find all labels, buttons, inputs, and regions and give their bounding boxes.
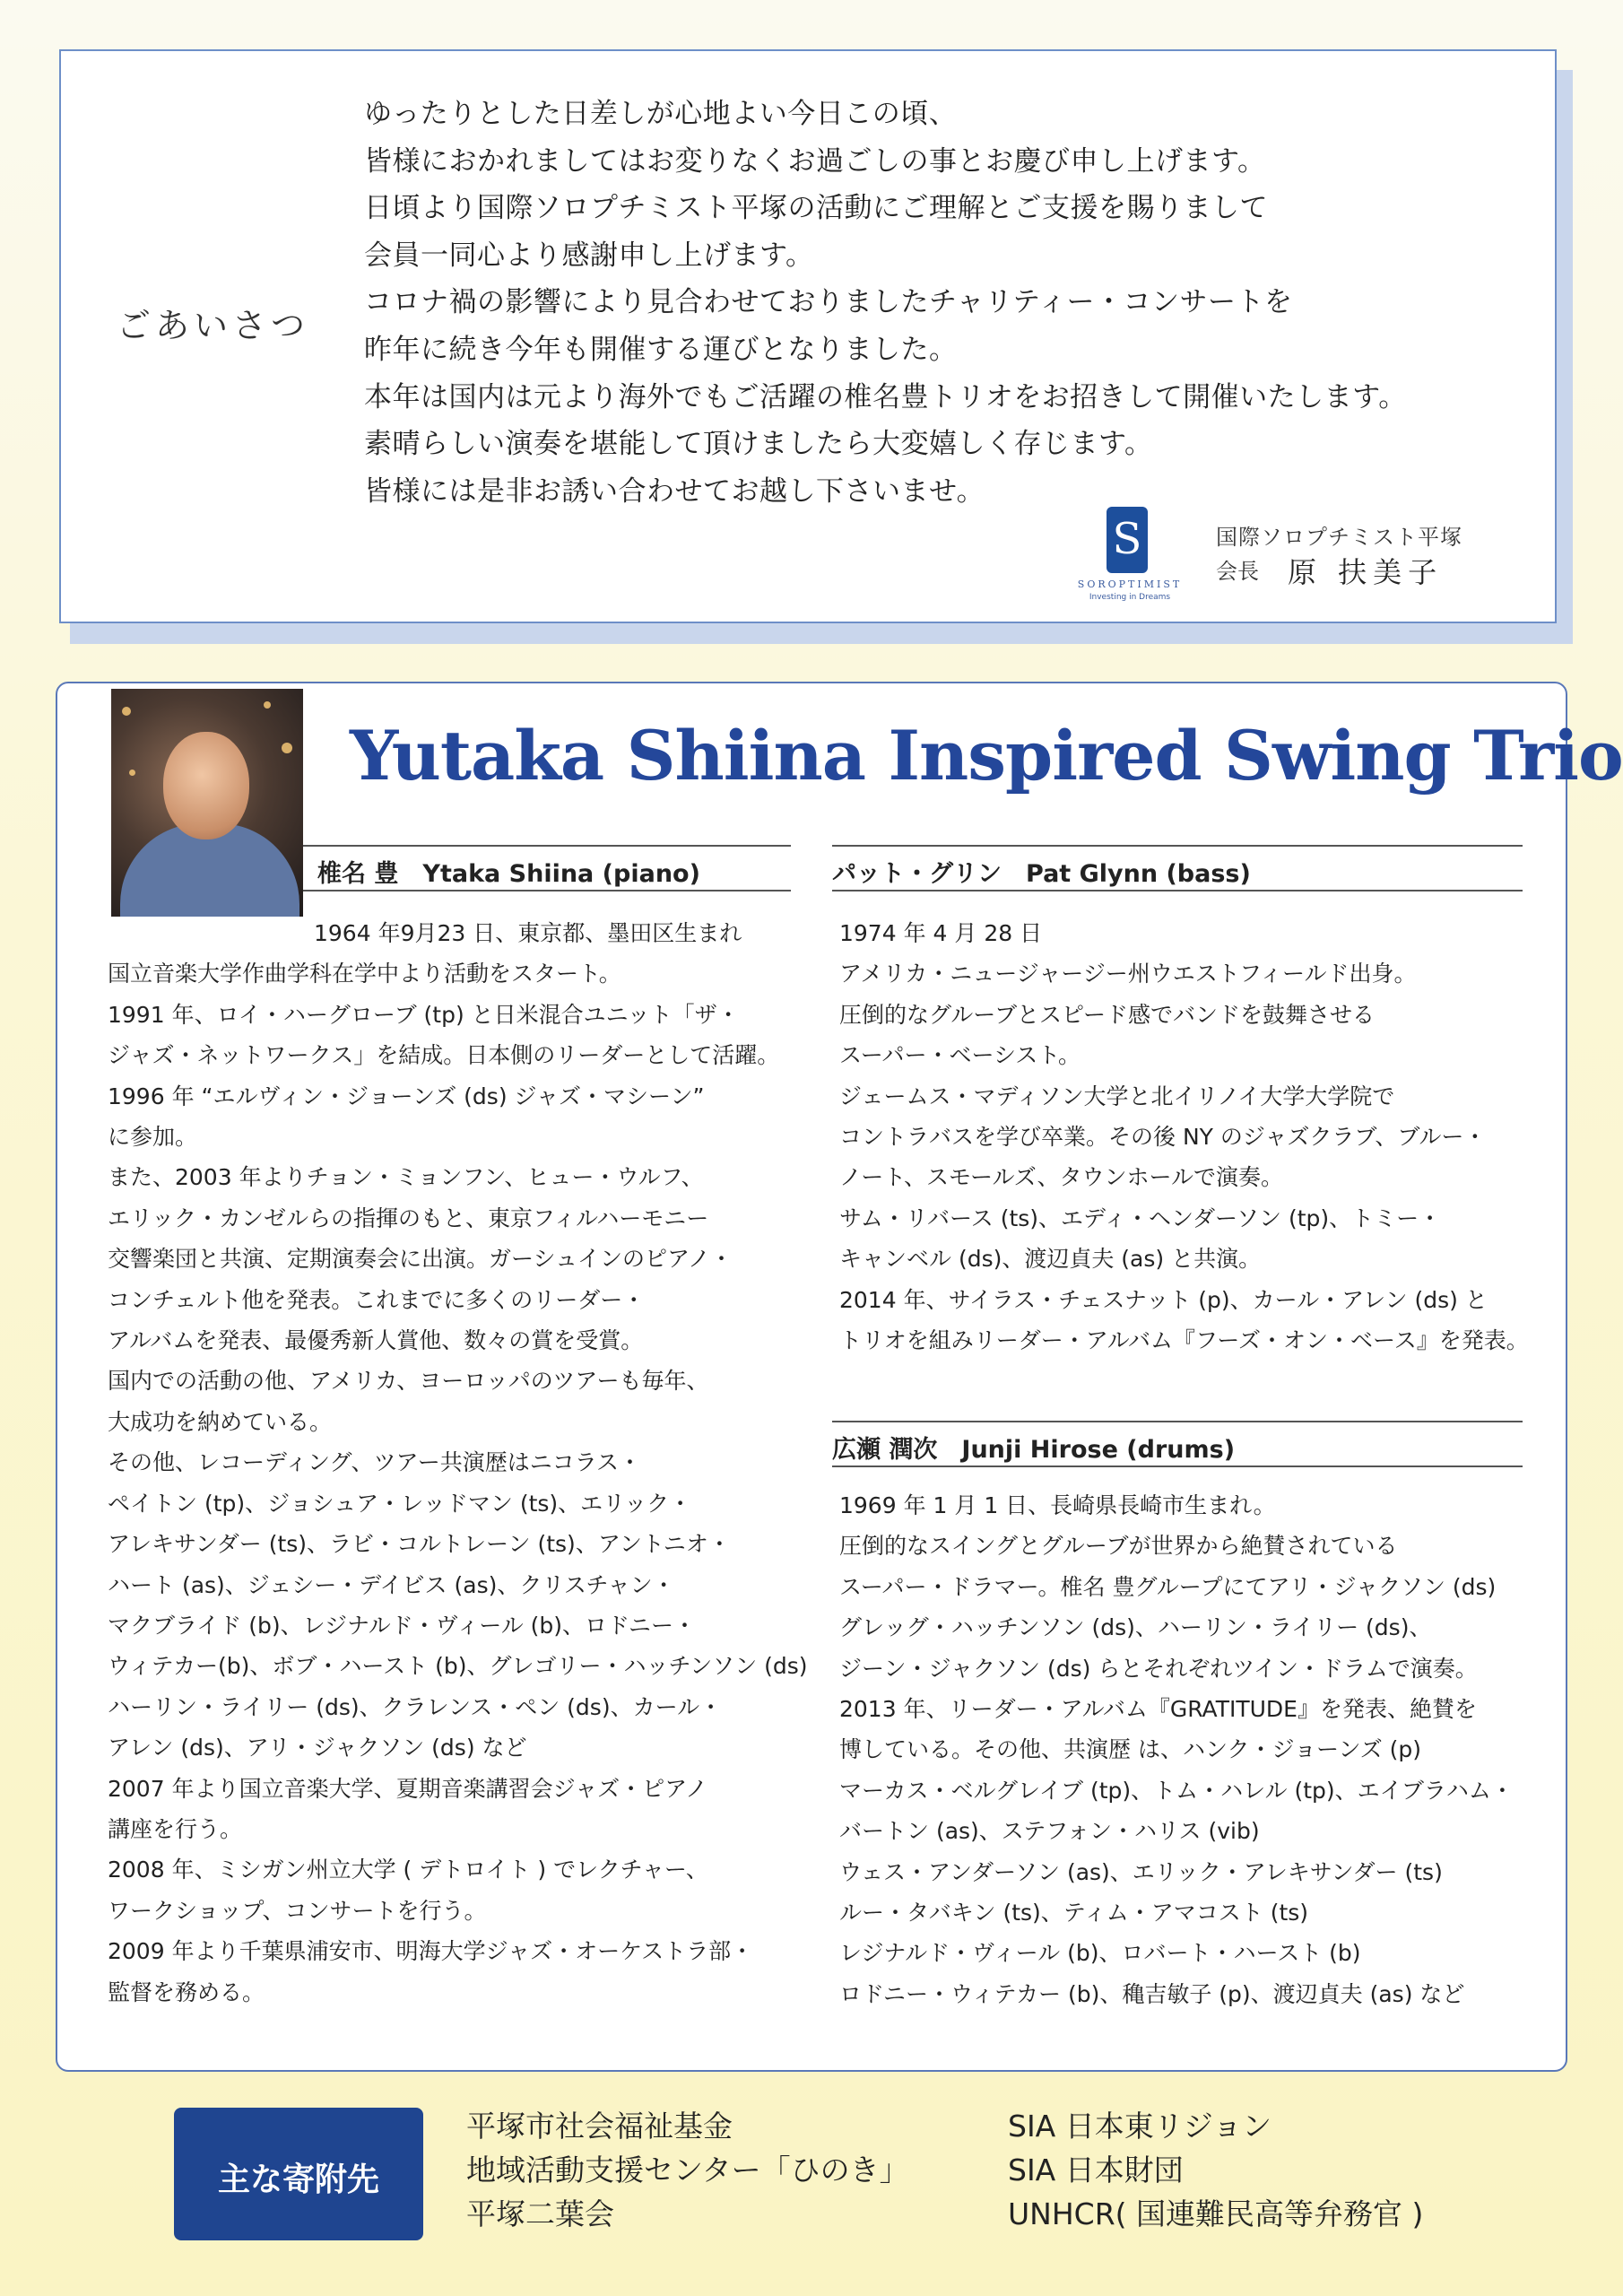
bio-line: 2013 年、リーダー・アルバム『GRATITUDE』を発表、絶賛を	[839, 1696, 1477, 1723]
bass-bio	[839, 913, 1548, 1361]
bio-line: その他、レコーディング、ツアー共演歴はニコラス・	[108, 1449, 642, 1476]
bio-line: スーパー・ベーシスト。	[839, 1042, 1081, 1069]
bio-line: ルー・タバキン (ts)、ティム・アマコスト (ts)	[839, 1900, 1309, 1926]
donation-recipient: 平塚市社会福祉基金	[466, 2109, 733, 2144]
donations-badge	[174, 2108, 423, 2240]
bio-line: サム・リバース (ts)、エディ・ヘンダーソン (tp)、トミー・	[839, 1205, 1442, 1231]
bio-line: バートン (as)、ステフォン・ハリス (vib)	[839, 1818, 1260, 1845]
logo-wordmark: SOROPTIMIST	[1077, 578, 1183, 590]
piano-member-header	[303, 845, 791, 891]
pianist-photo	[111, 689, 303, 917]
bio-line: に参加。	[108, 1124, 198, 1151]
donation-recipient: 平塚二葉会	[466, 2196, 614, 2231]
bio-line: 講座を行う。	[108, 1815, 243, 1842]
signature-organization: 国際ソロプチミスト平塚	[1216, 525, 1462, 550]
bio-line: コントラバスを学び卒業。その後 NY のジャズクラブ、ブルー・	[839, 1124, 1487, 1151]
bio-line: ハート (as)、ジェシー・デイビス (as)、クリスチャン・	[108, 1571, 675, 1598]
drums-member-name: 広瀬 潤次 Junji Hirose (drums)	[832, 1436, 1236, 1464]
bio-line: 2007 年より国立音楽大学、夏期音楽講習会ジャズ・ピアノ	[108, 1775, 708, 1802]
bio-line: コンチェルト他を発表。これまでに多くのリーダー・	[108, 1286, 646, 1313]
greeting-line: 昨年に続き今年も開催する運びとなりました。	[364, 333, 958, 366]
donations-list-left	[466, 2104, 909, 2236]
bio-line: ワークショップ、コンサートを行う。	[108, 1897, 487, 1924]
bio-line: レジナルド・ヴィール (b)、ロバート・ハースト (b)	[839, 1940, 1361, 1967]
greeting-line: コロナ禍の影響により見合わせておりましたチャリティー・コンサートを	[364, 286, 1293, 319]
greeting-line: 日頃より国際ソロプチミスト平塚の活動にご理解とご支援を賜りまして	[364, 192, 1268, 225]
greeting-body	[364, 91, 1407, 515]
logo-tagline: Investing in Dreams	[1089, 593, 1171, 602]
drums-member-header	[832, 1421, 1523, 1467]
bio-line: 2009 年より千葉県浦安市、明海大学ジャズ・オーケストラ部・	[108, 1938, 754, 1965]
soroptimist-logo	[1063, 507, 1196, 605]
piano-bio	[108, 913, 816, 2013]
bio-line: 監督を務める。	[108, 1979, 265, 2005]
drums-bio	[839, 1485, 1548, 2014]
bio-line: 博している。その他、共演歴 は、ハンク・ジョーンズ (p)	[839, 1736, 1422, 1763]
bio-line: 交響楽団と共演、定期演奏会に出演。ガーシュインのピアノ・	[108, 1246, 733, 1273]
bio-line: また、2003 年よりチョン・ミョンフン、ヒュー・ウルフ、	[108, 1164, 704, 1191]
greeting-line: 皆様には是非お誘い合わせてお越し下さいませ。	[364, 474, 985, 508]
bio-line: ウィテカー(b)、ボブ・ハースト (b)、グレゴリー・ハッチンソン (ds)	[108, 1653, 808, 1680]
bio-line: アレキサンダー (ts)、ラビ・コルトレーン (ts)、アントニオ・	[108, 1531, 731, 1558]
donation-recipient: UNHCR( 国連難民高等弁務官 )	[1008, 2196, 1424, 2231]
signature-name: 原 扶美子	[1288, 555, 1444, 589]
piano-member-name: 椎名 豊 Ytaka Shiina (piano)	[317, 860, 700, 888]
greeting-heading: ごあいさつ	[117, 306, 310, 345]
greeting-line: 皆様におかれましてはお変りなくお過ごしの事とお慶び申し上げます。	[364, 144, 1266, 178]
trio-title: Yutaka Shiina Inspired Swing Trio	[350, 716, 1623, 796]
bio-line: ウェス・アンダーソン (as)、エリック・アレキサンダー (ts)	[839, 1858, 1443, 1885]
bio-line: ハーリン・ライリー (ds)、クラレンス・ペン (ds)、カール・	[108, 1693, 723, 1720]
bio-line: 国立音楽大学作曲学科在学中より活動をスタート。	[108, 961, 621, 987]
bio-line: ノート、スモールズ、タウンホールで演奏。	[839, 1164, 1284, 1191]
bio-line: ペイトン (tp)、ジョシュア・レッドマン (ts)、エリック・	[108, 1490, 692, 1517]
bass-member-name: パット・グリン Pat Glynn (bass)	[832, 860, 1251, 888]
bio-line: アメリカ・ニュージャージー州ウエストフィールド出身。	[839, 961, 1417, 987]
bio-line: 1991 年、ロイ・ハーグローブ (tp) と日米混合ユニット「ザ・	[108, 1001, 740, 1028]
bio-line: アルバムを発表、最優秀新人賞他、数々の賞を受賞。	[108, 1327, 644, 1354]
bio-line: 1974 年 4 月 28 日	[839, 920, 1043, 946]
donation-recipient: 地域活動支援センター「ひのき」	[466, 2152, 909, 2187]
bio-line: ジャズ・ネットワークス」を結成。日本側のリーダーとして活躍。	[108, 1042, 780, 1069]
bio-line: アレン (ds)、アリ・ジャクソン (ds) など	[108, 1735, 527, 1761]
greeting-line: ゆったりとした日差しが心地よい今日この頃、	[364, 98, 958, 130]
bio-line: グレッグ・ハッチンソン (ds)、ハーリン・ライリー (ds)、	[839, 1614, 1432, 1641]
bio-line: 1969 年 1 月 1 日、長崎県長崎市生まれ。	[839, 1492, 1276, 1518]
bio-line: 1964 年9月23 日、東京都、墨田区生まれ	[314, 920, 742, 946]
bio-line: キャンベル (ds)、渡辺貞夫 (as) と共演。	[839, 1246, 1262, 1273]
donation-recipient: SIA 日本財団	[1008, 2152, 1184, 2187]
bio-line: ジーン・ジャクソン (ds) らとそれぞれツイン・ドラムで演奏。	[839, 1655, 1478, 1682]
bio-line: スーパー・ドラマー。椎名 豊グループにてアリ・ジャクソン (ds)	[839, 1573, 1497, 1600]
signature-title: 会長	[1216, 559, 1259, 584]
bass-member-header	[832, 845, 1523, 891]
bio-line: 国内での活動の他、アメリカ、ヨーロッパのツアーも毎年、	[108, 1368, 709, 1395]
trio-box	[56, 682, 1623, 2072]
greeting-box	[59, 49, 1557, 623]
donation-recipient: SIA 日本東リジョン	[1008, 2109, 1272, 2144]
bio-line: 2008 年、ミシガン州立大学 ( デトロイト ) でレクチャー、	[108, 1857, 708, 1883]
bio-line: 圧倒的なグルーブとスピード感でバンドを鼓舞させる	[839, 1001, 1376, 1028]
donations-list-right	[1008, 2104, 1423, 2236]
bio-line: マクブライド (b)、レジナルド・ヴィール (b)、ロドニー・	[108, 1612, 697, 1639]
bio-line: 1996 年 “エルヴィン・ジョーンズ (ds) ジャズ・マシーン”	[108, 1083, 705, 1109]
bio-line: トリオを組みリーダー・アルバム『フーズ・オン・ベース』を発表。	[839, 1327, 1529, 1354]
soroptimist-mark-icon: S	[1107, 507, 1148, 573]
donations-label: 主な寄附先	[217, 2161, 379, 2198]
greeting-line: 素晴らしい演奏を堪能して頂けましたら大変嬉しく存じます。	[364, 428, 1153, 461]
bio-line: ロドニー・ウィテカー (b)、穐吉敏子 (p)、渡辺貞夫 (as) など	[839, 1980, 1465, 2007]
bio-line: 大成功を納めている。	[108, 1408, 333, 1435]
greeting-line: 本年は国内は元より海外でもご活躍の椎名豊トリオをお招きして開催いたします。	[364, 380, 1407, 413]
bio-line: エリック・カンゼルらの指揮のもと、東京フィルハーモニー	[108, 1205, 709, 1231]
bio-line: ジェームス・マディソン大学と北イリノイ大学大学院で	[839, 1083, 1395, 1109]
bio-line: 圧倒的なスイングとグルーブが世界から絶賛されている	[839, 1533, 1398, 1560]
greeting-line: 会員一同心より感謝申し上げます。	[364, 239, 814, 272]
bio-line: マーカス・ベルグレイブ (tp)、トム・ハレル (tp)、エイブラハム・	[839, 1777, 1514, 1804]
bio-line: 2014 年、サイラス・チェスナット (p)、カール・アレン (ds) と	[839, 1286, 1488, 1313]
